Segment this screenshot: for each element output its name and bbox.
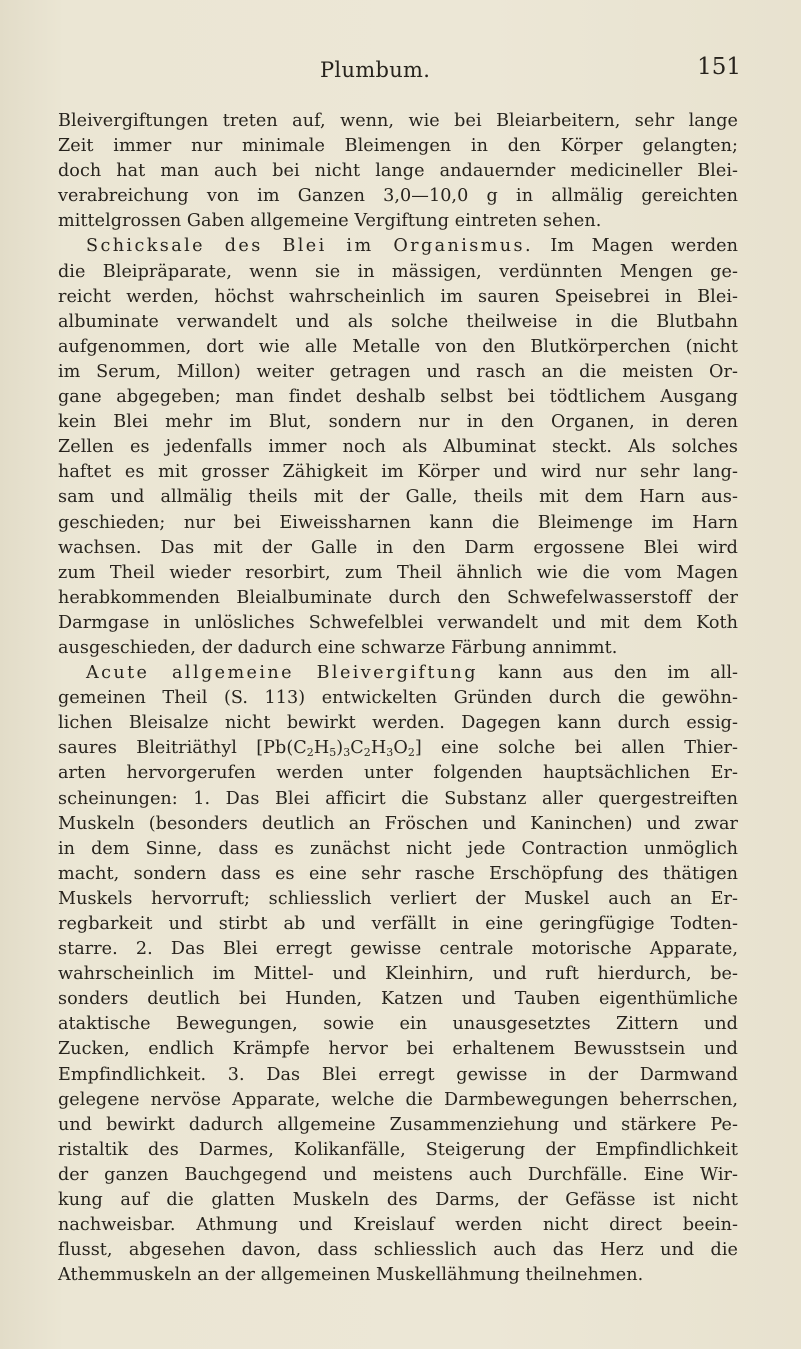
text-line: arten hervorgerufen werden unter folgenden hauptsächlichen Er- [58, 763, 738, 784]
page-header [0, 54, 801, 98]
formula-subscript: 3 [343, 746, 351, 760]
text-line: Zucken, endlich Krämpfe hervor bei erhaltenem Bewusstsein und [58, 1039, 738, 1060]
text-line: gemeinen Theil (S. 113) entwickelten Gründen durch die gewöhn- [58, 688, 738, 709]
text-line: der ganzen Bauchgegend und meistens auch Durchfälle. Eine Wir- [58, 1164, 738, 1185]
text-line: sonders deutlich bei Hunden, Katzen und Tauben eigenthümliche [58, 989, 738, 1010]
page-number: 151 [697, 54, 741, 80]
formula-part: H [313, 738, 330, 759]
text-line: aufgenommen, dort wie alle Metalle von den Blutkörperchen (nicht [58, 336, 738, 357]
text-line [58, 661, 738, 686]
running-title: Plumbum. [320, 58, 431, 82]
text-line: gelegene nervöse Apparate, welche die Darmbewegungen beherrschen, [58, 1089, 738, 1110]
formula-subscript: 2 [407, 746, 415, 760]
text-line: ataktische Bewegungen, sowie ein unausgesetztes Zittern und [58, 1014, 738, 1035]
text-line: Athemmuskeln an der allgemeinen Muskellähmung theilnehmen. [58, 1265, 644, 1286]
text-line: regbarkeit und stirbt ab und verfällt in eine geringfügige Todten- [58, 914, 738, 934]
formula-subscript: 2 [363, 746, 371, 760]
text-line: und bewirkt dadurch allgemeine Zusammenziehung und stärkere Pe- [58, 1114, 738, 1135]
formula-part: ) [336, 738, 344, 759]
text-line: herabkommenden Bleialbuminate durch den Schwefelwasserstoff der [58, 587, 738, 608]
text-line: Empfindlichkeit. 3. Das Blei erregt gewisse in der Darmwand [58, 1064, 738, 1085]
text-line: gane abgegeben; man findet deshalb selbst bei tödtlichem Ausgang [58, 387, 738, 408]
section-heading: Schicksale des Blei im Organismus. [86, 236, 533, 257]
text-line: nachweisbar. Athmung und Kreislauf werden nicht direct beein- [58, 1215, 738, 1236]
text-line: doch hat man auch bei nicht lange andauernder medicineller Blei- [58, 161, 738, 182]
text-line: Muskels hervorruft; schliesslich verliert der Muskel auch an Er- [58, 888, 738, 909]
text-line: haftet es mit grosser Zähigkeit im Körper und wird nur sehr lang- [58, 462, 738, 483]
text-line: Zeit immer nur minimale Bleimengen in den Körper gelangten; [58, 136, 738, 157]
text-line: in dem Sinne, dass es zunächst nicht jede Contraction unmöglich [58, 838, 738, 859]
text-segment: Im Magen werden [532, 236, 738, 257]
text-line: wachsen. Das mit der Galle in den Darm ergossene Blei wird [58, 537, 738, 558]
text-line: macht, sondern dass es eine sehr rasche Erschöpfung des thätigen [58, 863, 738, 884]
text-line: geschieden; nur bei Eiweissharnen kann die Bleimenge im Harn [58, 512, 738, 533]
text-line: Darmgase in unlösliches Schwefelblei verwandelt und mit dem Koth [58, 612, 738, 633]
formula-part: O [393, 738, 408, 759]
text-line: Muskeln (besonders deutlich an Fröschen und Kaninchen) und zwar [58, 813, 738, 834]
text-line: kein Blei mehr im Blut, sondern nur in den Organen, in deren [58, 412, 738, 433]
text-line: Zellen es jedenfalls immer noch als Albuminat steckt. Als solches [58, 437, 738, 458]
text-line: zum Theil wieder resorbirt, zum Theil ähnlich wie die vom Magen [58, 562, 738, 583]
text-line: scheinungen: 1. Das Blei afficirt die Substanz aller quergestreiften [58, 788, 738, 809]
text-line: albuminate verwandelt und als solche theilweise in die Blutbahn [58, 311, 738, 332]
text-line: lichen Bleisalze nicht bewirkt werden. Dagegen kann durch essig- [58, 713, 738, 734]
text-line: im Serum, Millon) weiter getragen und rasch an die meisten Or- [58, 361, 738, 382]
body-text [58, 109, 738, 1288]
text-line: starre. 2. Das Blei erregt gewisse centrale motorische Apparate, [58, 939, 738, 960]
text-line: flusst, abgesehen davon, dass schliesslich auch das Herz und die [58, 1240, 738, 1261]
text-line: verabreichung von im Ganzen 3,0—10,0 g in allmälig gereichten [58, 186, 738, 207]
text-line [58, 234, 738, 259]
formula-subscript: 2 [306, 746, 314, 760]
text-segment: ] eine solche bei allen Thier- [414, 738, 738, 759]
text-segment: saures Bleitriäthyl [Pb(C [58, 738, 307, 759]
text-line: ristaltik des Darmes, Kolikanfälle, Steigerung der Empfindlichkeit [58, 1139, 738, 1160]
text-line: wahrscheinlich im Mittel- und Kleinhirn, und ruft hierdurch, be- [58, 964, 738, 985]
formula-part: C [350, 738, 364, 759]
text-line: die Bleipräparate, wenn sie in mässigen, verdünnten Mengen ge- [58, 261, 738, 282]
section-heading: Acute allgemeine Bleivergiftung [86, 663, 478, 684]
text-line: ausgeschieden, der dadurch eine schwarze Färbung annimmt. [58, 637, 618, 658]
formula-subscript: 3 [386, 746, 394, 760]
text-line: reicht werden, höchst wahrscheinlich im sauren Speisebrei in Blei- [58, 286, 738, 307]
text-line: sam und allmälig theils mit der Galle, theils mit dem Harn aus- [58, 487, 738, 508]
formula-part: H [370, 738, 387, 759]
text-line: mittelgrossen Gaben allgemeine Vergiftung eintreten sehen. [58, 211, 602, 232]
formula-subscript: 5 [329, 746, 337, 760]
text-line: Bleivergiftungen treten auf, wenn, wie bei Bleiarbeitern, sehr lange [58, 111, 738, 131]
text-segment: kann aus den im all- [477, 663, 739, 684]
text-line: kung auf die glatten Muskeln des Darms, der Gefässe ist nicht [58, 1190, 738, 1211]
text-line formula-line [58, 736, 738, 761]
